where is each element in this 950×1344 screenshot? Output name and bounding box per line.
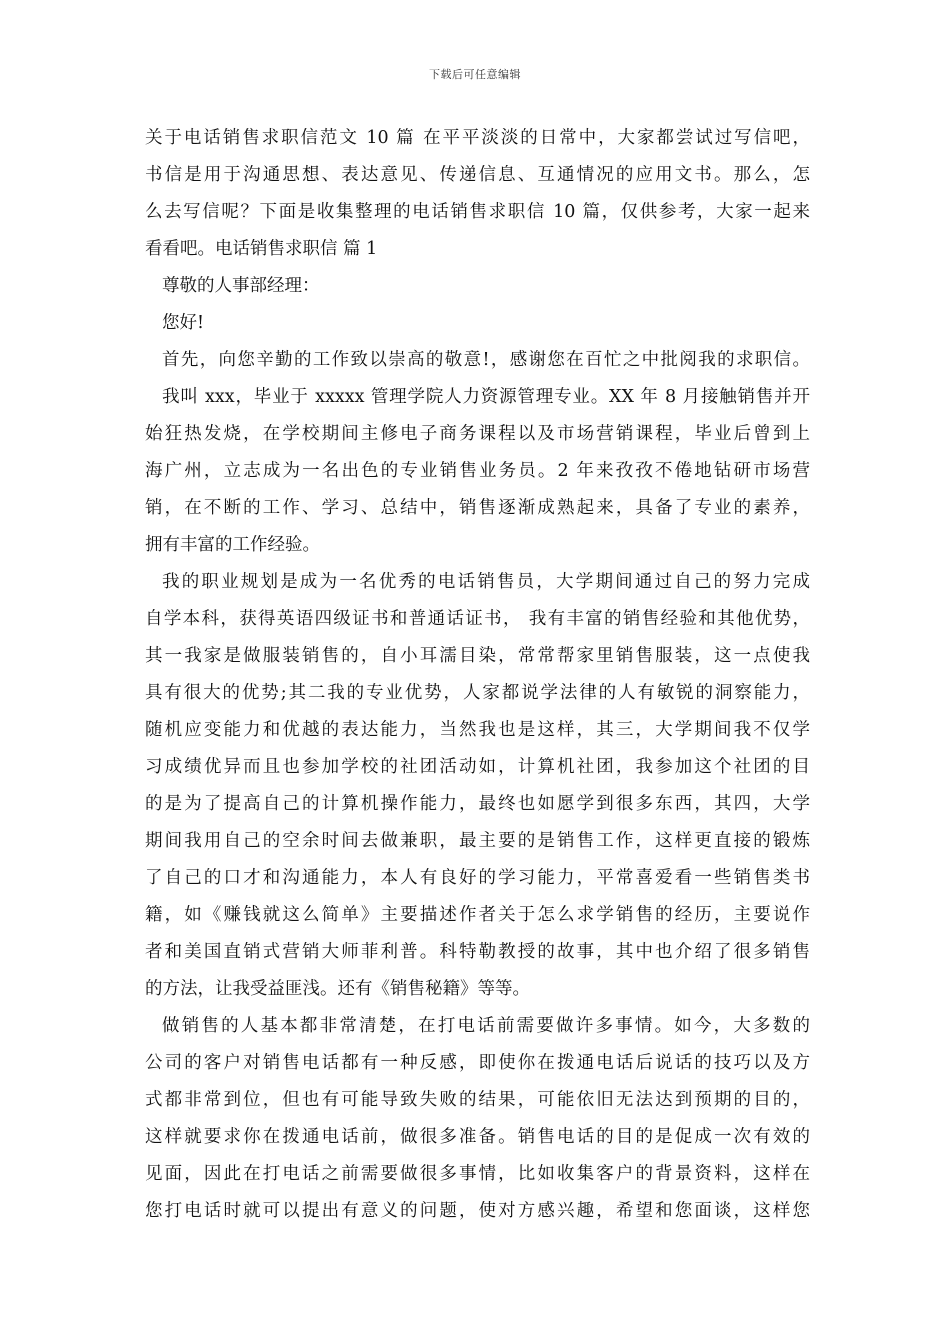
text-line: 具有很大的优势;其二我的专业优势，人家都说学法律的人有敏锐的洞察能力， [145, 683, 810, 703]
text-line: 其一我家是做服装销售的，自小耳濡目染，常常帮家里销售服装，这一点使我 [145, 646, 810, 666]
text-line: 您好! [162, 313, 205, 333]
text-line: 公司的客户对销售电话都有一种反感，即使你在拨通电话后说话的技巧以及方 [145, 1053, 810, 1073]
text-line: 书信是用于沟通思想、表达意见、传递信息、互通情况的应用文书。那么，怎 [145, 165, 810, 185]
text-line: 见面，因此在打电话之前需要做很多事情，比如收集客户的背景资料，这样在 [145, 1164, 810, 1184]
text-line: 尊敬的人事部经理： [162, 276, 320, 296]
text-line: 看看吧。电话销售求职信 篇 1 [145, 239, 378, 259]
text-line: 拥有丰富的工作经验。 [145, 535, 320, 555]
page-header: 下载后可任意编辑 [429, 68, 521, 81]
text-line: 籍，如《赚钱就这么简单》主要描述作者关于怎么求学销售的经历，主要说作 [145, 905, 810, 925]
text-line: 您打电话时就可以提出有意义的问题，使对方感兴趣，希望和您面谈，这样您 [145, 1201, 810, 1221]
text-line: 式都非常到位，但也有可能导致失败的结果，可能依旧无法达到预期的目的， [145, 1090, 810, 1110]
document-body [145, 120, 810, 1230]
text-line: 我叫 xxx，毕业于 xxxxx 管理学院人力资源管理专业。XX 年 8 月接触销售并开 [162, 387, 810, 407]
text-line: 做销售的人基本都非常清楚，在打电话前需要做许多事情。如今，大多数的 [162, 1016, 810, 1036]
text-line: 销，在不断的工作、学习、总结中，销售逐渐成熟起来，具备了专业的素养， [145, 498, 810, 518]
text-line: 这样就要求你在拨通电话前，做很多准备。销售电话的目的是促成一次有效的 [145, 1127, 810, 1147]
text-line: 习成绩优异而且也参加学校的社团活动如，计算机社团，我参加这个社团的目 [145, 757, 810, 777]
text-line: 期间我用自己的空余时间去做兼职，最主要的是销售工作，这样更直接的锻炼 [145, 831, 810, 851]
text-line: 关于电话销售求职信范文 10 篇 在平平淡淡的日常中，大家都尝试过写信吧， [145, 128, 810, 148]
text-line: 了自己的口才和沟通能力，本人有良好的学习能力，平常喜爱看一些销售类书 [145, 868, 810, 888]
text-line: 么去写信呢？下面是收集整理的电话销售求职信 10 篇，仅供参考，大家一起来 [145, 202, 810, 222]
text-line: 始狂热发烧，在学校期间主修电子商务课程以及市场营销课程，毕业后曾到上 [145, 424, 810, 444]
text-line: 我的职业规划是成为一名优秀的电话销售员，大学期间通过自己的努力完成 [162, 572, 810, 592]
text-line: 的是为了提高自己的计算机操作能力，最终也如愿学到很多东西，其四，大学 [145, 794, 810, 814]
text-line: 自学本科，获得英语四级证书和普通话证书， 我有丰富的销售经验和其他优势， [145, 609, 810, 629]
text-line: 海广州，立志成为一名出色的专业销售业务员。2 年来孜孜不倦地钻研市场营 [145, 461, 810, 481]
text-line: 者和美国直销式营销大师菲利普。科特勒教授的故事，其中也介绍了很多销售 [145, 942, 810, 962]
text-line: 的方法，让我受益匪浅。还有《销售秘籍》等等。 [145, 979, 530, 999]
text-line: 随机应变能力和优越的表达能力，当然我也是这样，其三，大学期间我不仅学 [145, 720, 810, 740]
text-line: 首先，向您辛勤的工作致以崇高的敬意!，感谢您在百忙之中批阅我的求职信。 [162, 350, 810, 370]
